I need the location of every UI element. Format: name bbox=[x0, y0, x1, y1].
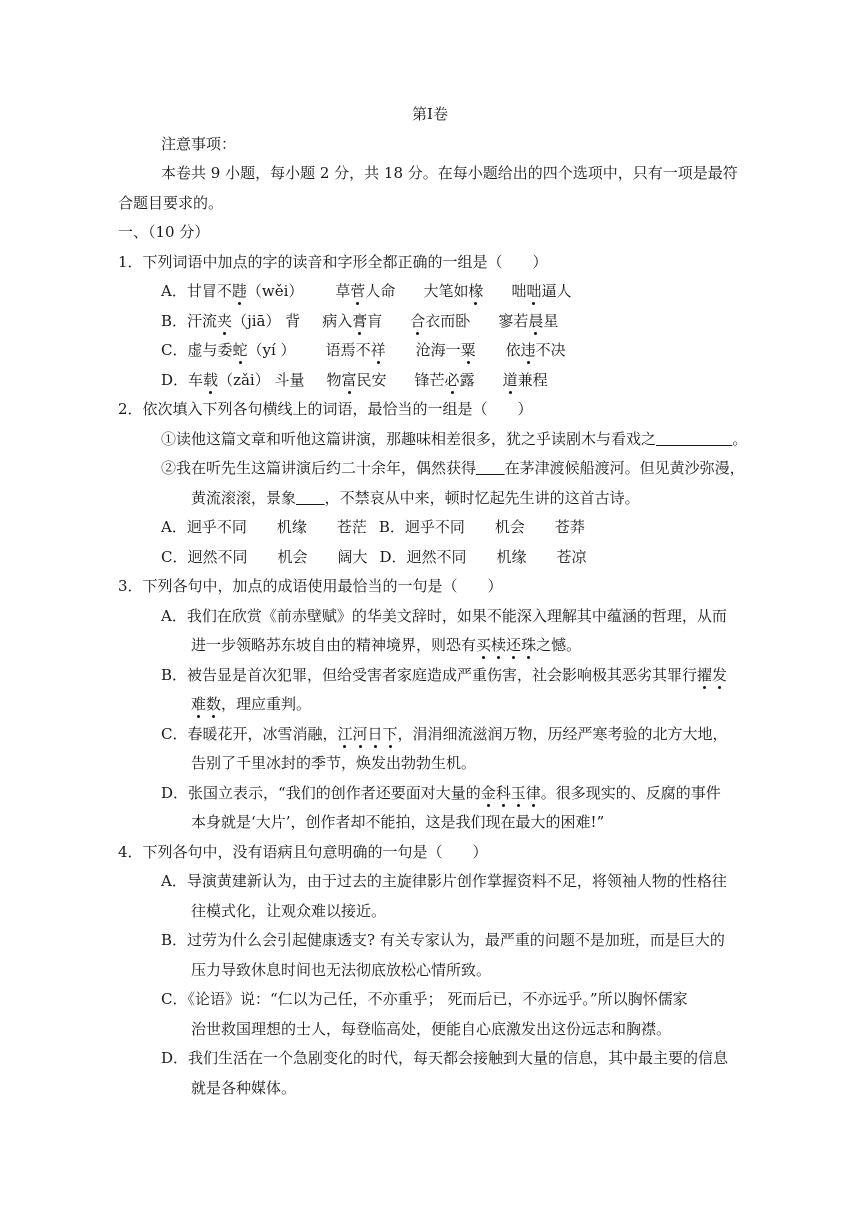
q4-option-a-line2: 往模式化，让观众难以接近。 bbox=[191, 902, 387, 920]
notice-label: 注意事项： bbox=[161, 135, 237, 153]
answer-blank bbox=[656, 429, 732, 449]
dotted-char: 咄 bbox=[526, 282, 542, 300]
dotted-char: 必 bbox=[444, 371, 460, 389]
option-letter: B． bbox=[161, 312, 188, 330]
q3-stem: 3．下列各句中，加点的成语使用最恰当的一句是（ ） bbox=[118, 577, 503, 595]
q2-option-c: C．迥然不同 机会 阔大 bbox=[161, 548, 368, 566]
option-letter: C． bbox=[161, 341, 188, 359]
q4-option-a-line1: A．导演黄建新认为，由于过去的主旋律影片创作掌握资料不足，将领袖人物的性格往 bbox=[161, 872, 727, 890]
dotted-char: 道 bbox=[502, 371, 518, 389]
q1-option-c: C．虚与委蛇（yí ） 语焉不祥 沧海一粟 依违不决 bbox=[161, 341, 566, 359]
q4-option-d-line2: 就是各种媒体。 bbox=[191, 1079, 297, 1097]
q4-option-c-line2: 治世救国理想的士人，每登临高处，便能自心底激发出这份远志和胸襟。 bbox=[191, 1020, 672, 1038]
dotted-char: 祥 bbox=[370, 341, 386, 359]
q3-option-a-line1: A．我们在欣赏《前赤壁赋》的华美文辞时，如果不能深入理解其中蕴涵的哲理，从而 bbox=[161, 607, 727, 625]
q3-option-b-line1: B．被告显是首次犯罪，但给受害者家庭造成严重伤害，社会影响极其恶劣其罪行擢发 bbox=[161, 666, 728, 684]
q4-option-b-line2: 压力导致休息时间也无法彻底放松心情所致。 bbox=[191, 961, 492, 979]
dotted-char: 难 bbox=[191, 695, 207, 713]
q3-option-b-line2: 难数，理应重判。 bbox=[191, 695, 312, 713]
option-letter: D． bbox=[161, 371, 189, 389]
dotted-char: 江 bbox=[337, 725, 353, 743]
answer-blank bbox=[476, 458, 505, 478]
dotted-char: 下 bbox=[382, 725, 398, 743]
q1-option-d: D．车载（zǎi） 斗量 物富民安 锋芒必露 道兼程 bbox=[161, 371, 548, 389]
dotted-char: 粟 bbox=[460, 341, 476, 359]
dotted-char: 富 bbox=[341, 371, 357, 389]
dotted-char: 数 bbox=[206, 695, 222, 713]
q4-option-b-line1: B．过劳为什么会引起健康透支? 有关专家认为，最严重的问题不是加班，而是巨大的 bbox=[161, 931, 725, 949]
q2-sentence-1: ①读他这篇文章和听他这篇讲演，那趣味相差很多，犹之乎读剧木与看戏之 。 bbox=[161, 430, 748, 448]
dotted-char: 载 bbox=[203, 371, 219, 389]
dotted-char: 膏 bbox=[352, 312, 368, 330]
notice-line-1: 本卷共 9 小题，每小题 2 分，共 18 分。在每小题给出的四个选项中，只有一项是最符 bbox=[161, 164, 738, 182]
dotted-char: 买 bbox=[476, 636, 492, 654]
q2-sentence-3: 黄流滚滚，景象 ，不禁哀从中来，顿时忆起先生讲的这首古诗。 bbox=[191, 489, 640, 507]
q3-option-a-line2: 进一步领略苏东坡自由的精神境界，则恐有买椟还珠之憾。 bbox=[191, 636, 582, 654]
q1-option-b: B．汗流夹（jiā） 背 病入膏肓 合衣而卧 寥若晨星 bbox=[161, 312, 559, 330]
dotted-char: 椽 bbox=[468, 282, 484, 300]
q1-stem: 1．下列词语中加点的字的读音和字形全都正确的一组是（ ） bbox=[118, 253, 548, 271]
dotted-char: 发 bbox=[712, 666, 728, 684]
q3-option-d-line1: D．张国立表示，“我们的创作者还要面对大量的金科玉律。很多现实的、反腐的事件 bbox=[161, 784, 721, 802]
q4-stem: 4．下列各句中，没有语病且句意明确的一句是（ ） bbox=[118, 843, 488, 861]
q2-option-a: A．迥乎不同 机缘 苍茫 bbox=[161, 518, 367, 536]
q2-options-cd bbox=[161, 547, 587, 567]
q2-option-d: D．迥然不同 机缘 苍凉 bbox=[379, 548, 587, 566]
q1-option-a: A．甘冒不韪（wěi） 草菅人命 大笔如椽 咄咄逼人 bbox=[161, 282, 572, 300]
q2-sentence-2: ②我在听先生这篇讲演后约二十余年，偶然获得 在茅津渡候船渡河。但见黄沙弥漫， bbox=[161, 459, 745, 477]
dotted-char: 晨 bbox=[528, 312, 544, 330]
notice-line-2: 合题目要求的。 bbox=[118, 194, 224, 212]
option-letter: A． bbox=[161, 282, 187, 300]
dotted-char: 蛇 bbox=[232, 341, 248, 359]
q3-option-d-line2: 本身就是‘大片’，创作者却不能拍，这是我们现在最大的困难!” bbox=[191, 813, 605, 831]
q4-option-d-line1: D．我们生活在一个急剧变化的时代，每天都会接触到大量的信息，其中最主要的信息 bbox=[161, 1049, 729, 1067]
dotted-char: 菅 bbox=[350, 282, 366, 300]
q2-options-ab bbox=[161, 517, 585, 537]
dotted-char: 河 bbox=[352, 725, 368, 743]
section-heading: 一、（10 分） bbox=[118, 223, 210, 241]
dotted-char: 椟 bbox=[491, 636, 507, 654]
dotted-char: 科 bbox=[495, 784, 511, 802]
dotted-char: 日 bbox=[367, 725, 383, 743]
dotted-char: 还 bbox=[506, 636, 522, 654]
answer-blank bbox=[296, 488, 325, 508]
q4-option-c-line1: C．《论语》说：“仁以为己任，不亦重乎； 死而后已，不亦远乎。”所以胸怀儒家 bbox=[161, 990, 688, 1008]
q2-option-b: B．迥乎不同 机会 苍莽 bbox=[378, 518, 585, 536]
dotted-char: 律 bbox=[525, 784, 541, 802]
dotted-char: 合 bbox=[410, 312, 426, 330]
dotted-char: 夹 bbox=[217, 312, 233, 330]
q2-stem: 2．依次填入下列各句横线上的词语，最恰当的一组是（ ） bbox=[118, 400, 533, 418]
q3-option-c-line1: C．春暖花开，冰雪消融，江河日下，涓涓细流滋润万物，历经严寒考验的北方大地， bbox=[161, 725, 728, 743]
dotted-char: 韪 bbox=[231, 282, 247, 300]
dotted-char: 违 bbox=[520, 341, 536, 359]
dotted-char: 玉 bbox=[510, 784, 526, 802]
page-title: 第Ⅰ卷 bbox=[412, 105, 448, 123]
dotted-char: 擢 bbox=[697, 666, 713, 684]
dotted-char: 珠 bbox=[521, 636, 537, 654]
dotted-char: 金 bbox=[480, 784, 496, 802]
q3-option-c-line2: 告别了千里冰封的季节，焕发出勃勃生机。 bbox=[191, 754, 477, 772]
